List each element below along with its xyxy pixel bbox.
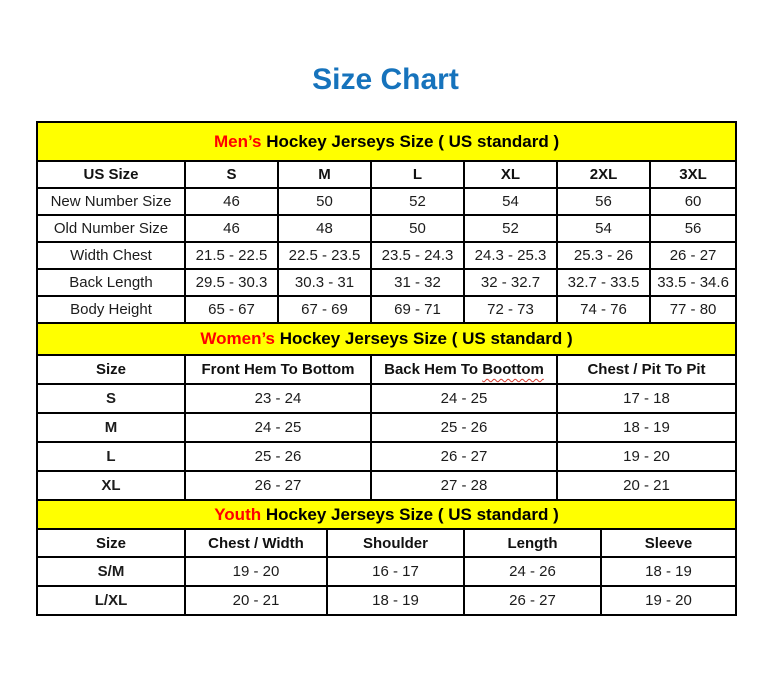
mens-column-header: US Size xyxy=(37,161,185,188)
mens-size-value: 54 xyxy=(557,215,650,242)
youth-size-value: 19 - 20 xyxy=(185,557,327,586)
womens-table-row xyxy=(37,471,736,500)
womens-size-value: 18 - 19 xyxy=(557,413,736,442)
womens-size-value: 23 - 24 xyxy=(185,384,371,413)
mens-size-value: 72 - 73 xyxy=(464,296,557,323)
womens-size-value: 19 - 20 xyxy=(557,442,736,471)
misspelled-word: Boottom xyxy=(482,361,544,378)
womens-column-header: Size xyxy=(37,355,185,384)
mens-size-value: 52 xyxy=(464,215,557,242)
youth-table-row xyxy=(37,586,736,615)
mens-size-value: 56 xyxy=(557,188,650,215)
mens-size-value: 24.3 - 25.3 xyxy=(464,242,557,269)
size-chart xyxy=(36,121,735,616)
womens-size-value: 25 - 26 xyxy=(371,413,557,442)
mens-size-value: 46 xyxy=(185,215,278,242)
mens-size-table xyxy=(36,121,737,324)
womens-size-value: 26 - 27 xyxy=(185,471,371,500)
womens-size-value: 24 - 25 xyxy=(371,384,557,413)
mens-size-value: 31 - 32 xyxy=(371,269,464,296)
column-header-text: Back Hem To xyxy=(384,361,483,378)
womens-size-table xyxy=(36,322,737,501)
mens-row-label: Body Height xyxy=(37,296,185,323)
youth-size-value: 18 - 19 xyxy=(601,557,736,586)
youth-size-value: 26 - 27 xyxy=(464,586,601,615)
mens-row-label: Old Number Size xyxy=(37,215,185,242)
mens-size-value: 67 - 69 xyxy=(278,296,371,323)
youth-column-header: Sleeve xyxy=(601,529,736,557)
youth-column-header: Length xyxy=(464,529,601,557)
mens-size-value: 22.5 - 23.5 xyxy=(278,242,371,269)
youth-size-value: 24 - 26 xyxy=(464,557,601,586)
womens-table-row xyxy=(37,384,736,413)
womens-column-header: Chest / Pit To Pit xyxy=(557,355,736,384)
mens-caption-text: Hockey Jerseys Size ( US standard ) xyxy=(261,131,560,151)
mens-size-value: 30.3 - 31 xyxy=(278,269,371,296)
mens-column-header: 3XL xyxy=(650,161,736,188)
mens-size-value: 77 - 80 xyxy=(650,296,736,323)
mens-size-value: 48 xyxy=(278,215,371,242)
mens-size-value: 32.7 - 33.5 xyxy=(557,269,650,296)
youth-size-table xyxy=(36,499,737,616)
mens-table-row xyxy=(37,215,736,242)
mens-table-row xyxy=(37,269,736,296)
mens-size-value: 52 xyxy=(371,188,464,215)
mens-row-label: Back Length xyxy=(37,269,185,296)
mens-table-row xyxy=(37,296,736,323)
page-title: Size Chart xyxy=(312,63,459,96)
mens-size-value: 32 - 32.7 xyxy=(464,269,557,296)
youth-column-header: Shoulder xyxy=(327,529,464,557)
mens-size-value: 23.5 - 24.3 xyxy=(371,242,464,269)
youth-table-row xyxy=(37,557,736,586)
womens-size-value: 24 - 25 xyxy=(185,413,371,442)
womens-size-value: 17 - 18 xyxy=(557,384,736,413)
mens-size-value: 56 xyxy=(650,215,736,242)
womens-row-label: L xyxy=(37,442,185,471)
mens-size-value: 74 - 76 xyxy=(557,296,650,323)
womens-table-row xyxy=(37,413,736,442)
youth-column-header: Chest / Width xyxy=(185,529,327,557)
youth-size-value: 20 - 21 xyxy=(185,586,327,615)
womens-table-row xyxy=(37,442,736,471)
mens-row-label: New Number Size xyxy=(37,188,185,215)
mens-size-value: 65 - 67 xyxy=(185,296,278,323)
mens-size-value: 21.5 - 22.5 xyxy=(185,242,278,269)
womens-row-label: M xyxy=(37,413,185,442)
youth-size-value: 19 - 20 xyxy=(601,586,736,615)
youth-size-value: 18 - 19 xyxy=(327,586,464,615)
youth-caption-highlight: Youth xyxy=(214,504,262,524)
youth-section-caption xyxy=(37,500,736,529)
mens-row-label: Width Chest xyxy=(37,242,185,269)
mens-column-header: L xyxy=(371,161,464,188)
youth-caption-text: Hockey Jerseys Size ( US standard ) xyxy=(261,504,559,524)
mens-size-value: 54 xyxy=(464,188,557,215)
mens-size-value: 50 xyxy=(371,215,464,242)
mens-caption-highlight: Men’s xyxy=(213,131,262,151)
mens-size-value: 25.3 - 26 xyxy=(557,242,650,269)
womens-size-value: 27 - 28 xyxy=(371,471,557,500)
womens-size-value: 26 - 27 xyxy=(371,442,557,471)
womens-column-header xyxy=(371,355,557,384)
mens-size-value: 33.5 - 34.6 xyxy=(650,269,736,296)
youth-row-label: S/M xyxy=(37,557,185,586)
womens-column-header: Front Hem To Bottom xyxy=(185,355,371,384)
womens-row-label: XL xyxy=(37,471,185,500)
mens-column-header: M xyxy=(278,161,371,188)
mens-table-row xyxy=(37,242,736,269)
mens-size-value: 50 xyxy=(278,188,371,215)
youth-row-label: L/XL xyxy=(37,586,185,615)
womens-caption-text: Hockey Jerseys Size ( US standard ) xyxy=(275,329,573,348)
mens-column-header: 2XL xyxy=(557,161,650,188)
womens-size-value: 25 - 26 xyxy=(185,442,371,471)
mens-size-value: 26 - 27 xyxy=(650,242,736,269)
youth-column-header: Size xyxy=(37,529,185,557)
youth-size-value: 16 - 17 xyxy=(327,557,464,586)
mens-size-value: 69 - 71 xyxy=(371,296,464,323)
mens-table-row xyxy=(37,188,736,215)
womens-row-label: S xyxy=(37,384,185,413)
mens-size-value: 46 xyxy=(185,188,278,215)
womens-caption-highlight: Women’s xyxy=(200,329,275,348)
mens-size-value: 60 xyxy=(650,188,736,215)
mens-size-value: 29.5 - 30.3 xyxy=(185,269,278,296)
womens-section-caption xyxy=(37,323,736,355)
womens-size-value: 20 - 21 xyxy=(557,471,736,500)
mens-section-caption xyxy=(37,122,736,161)
mens-column-header: XL xyxy=(464,161,557,188)
mens-column-header: S xyxy=(185,161,278,188)
